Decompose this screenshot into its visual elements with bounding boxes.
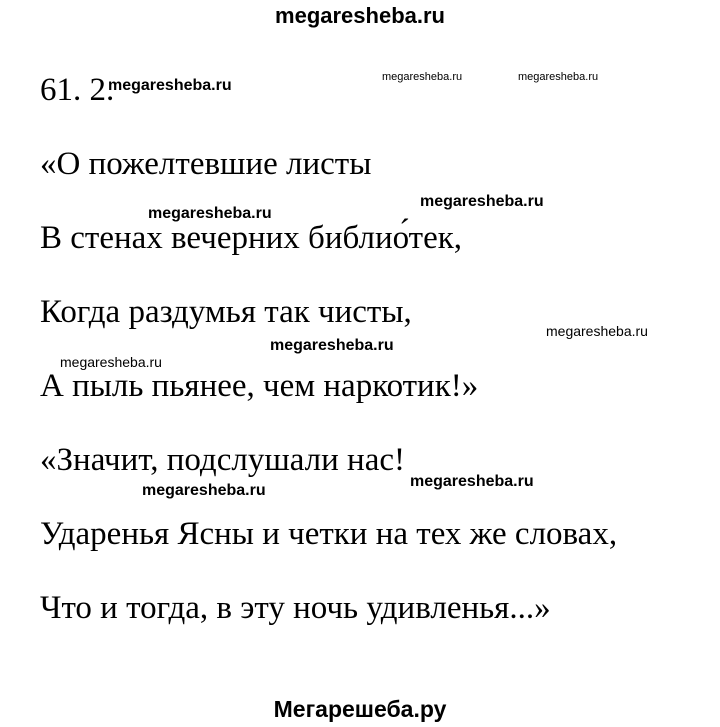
poem-line-6: Ударенья Ясны и четки на тех же словах, bbox=[40, 516, 618, 552]
watermark: megaresheba.ru bbox=[420, 193, 544, 210]
poem-line-7: Что и тогда, в эту ночь удивленья...» bbox=[40, 590, 551, 626]
poem-line-3: Когда раздумья так чисты, bbox=[40, 294, 412, 330]
site-header: megaresheba.ru bbox=[275, 3, 445, 28]
poem-line-1: «О пожелтевшие листы bbox=[40, 146, 372, 182]
watermark: megaresheba.ru bbox=[410, 473, 534, 490]
watermark: megaresheba.ru bbox=[108, 77, 232, 94]
watermark: megaresheba.ru bbox=[518, 71, 599, 83]
site-footer: Мегарешеба.ру bbox=[273, 696, 447, 722]
poem-line-2: В стенах вечерних библио́тек, bbox=[40, 220, 463, 256]
watermark: megaresheba.ru bbox=[142, 482, 266, 499]
watermark: megaresheba.ru bbox=[546, 323, 648, 339]
watermark: megaresheba.ru bbox=[382, 71, 463, 83]
poem-line-5: «Значит, подслушали нас! bbox=[40, 442, 405, 478]
watermark: megaresheba.ru bbox=[270, 337, 394, 354]
poem-line-4: А пыль пьянее, чем наркотик!» bbox=[40, 368, 479, 404]
watermark: megaresheba.ru bbox=[148, 205, 272, 222]
exercise-number: 61. 2. bbox=[40, 72, 115, 108]
watermark: megaresheba.ru bbox=[60, 354, 162, 370]
